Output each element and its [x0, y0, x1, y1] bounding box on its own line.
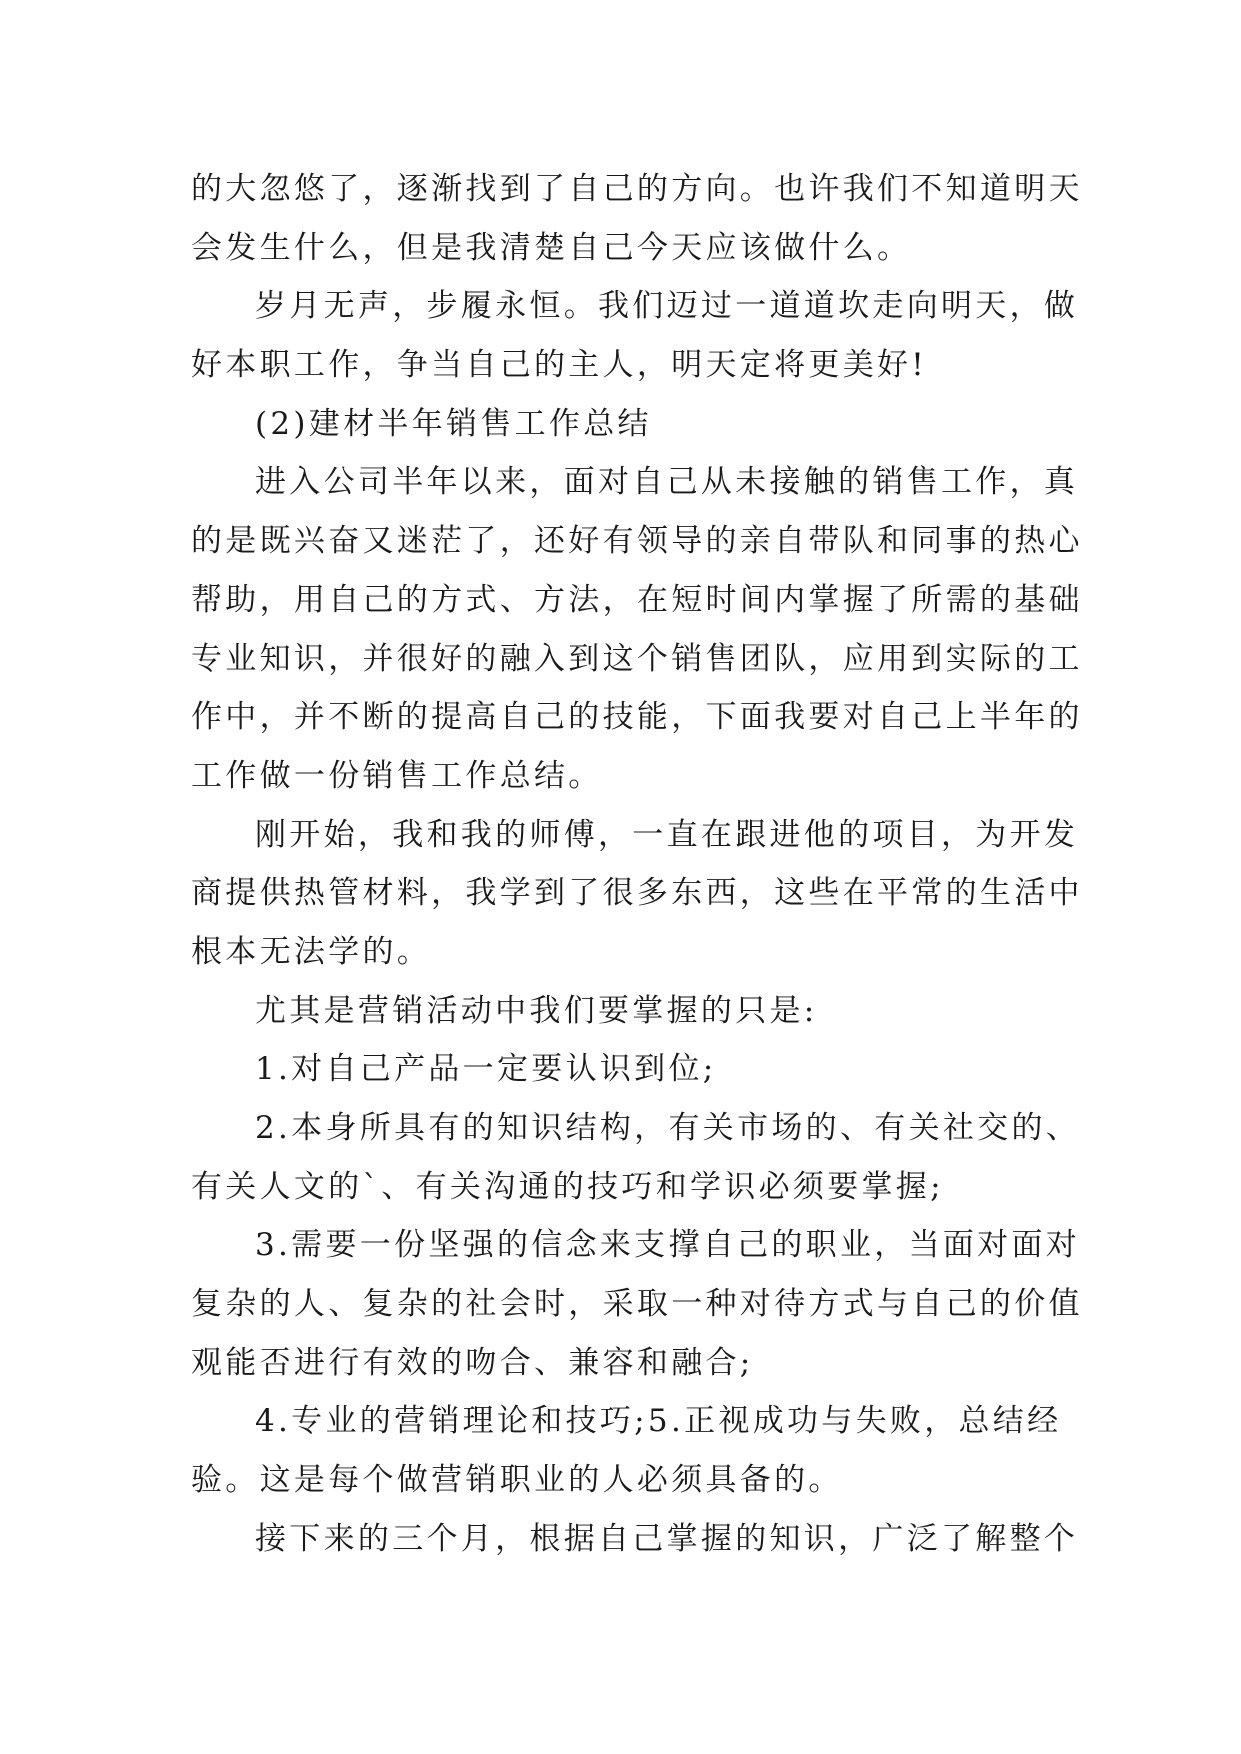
list-item: 4.专业的营销理论和技巧;5.正视成功与失败，总结经	[255, 1403, 1062, 1440]
list-item: 3.需要一份坚强的信念来支撑自己的职业，当面对面对	[255, 1227, 1081, 1264]
text-line: 根本无法学的。	[191, 933, 432, 970]
text-line: 观能否进行有效的吻合、兼容和融合;	[191, 1344, 754, 1381]
text-line: 岁月无声，步履永恒。我们迈过一道道坎走向明天，做	[255, 288, 1079, 325]
document-body	[191, 160, 1083, 1569]
text-line: 专业知识，并很好的融入到这个销售团队，应用到实际的工	[191, 640, 1083, 677]
text-line: 工作做一份销售工作总结。	[191, 757, 603, 794]
text-line: 商提供热管材料，我学到了很多东西，这些在平常的生活中	[191, 875, 1083, 912]
text-line: 复杂的人、复杂的社会时，采取一种对待方式与自己的价值	[191, 1286, 1083, 1323]
text-line: 进入公司半年以来，面对自己从未接触的销售工作，真	[255, 464, 1079, 501]
section-heading: (2)建材半年销售工作总结	[255, 405, 652, 442]
list-item: 2.本身所具有的知识结构，有关市场的、有关社交的、	[255, 1110, 1081, 1146]
text-line: 的大忽悠了，逐渐找到了自己的方向。也许我们不知道明天	[191, 171, 1083, 207]
text-line: 帮助，用自己的方式、方法，在短时间内掌握了所需的基础	[191, 581, 1083, 618]
list-item: 1.对自己产品一定要认识到位;	[255, 1051, 717, 1088]
text-line: 好本职工作，争当自己的主人，明天定将更美好!	[191, 347, 928, 384]
text-line: 接下来的三个月，根据自己掌握的知识，广泛了解整个	[255, 1520, 1079, 1557]
text-line: 有关人文的`、有关沟通的技巧和学识必须要掌握;	[191, 1168, 944, 1205]
text-line: 作中，并不断的提高自己的技能，下面我要对自己上半年的	[191, 699, 1083, 736]
text-line: 尤其是营销活动中我们要掌握的只是:	[255, 992, 818, 1029]
text-line: 验。这是每个做营销职业的人必须具备的。	[191, 1462, 843, 1499]
text-line: 刚开始，我和我的师傅，一直在跟进他的项目，为开发	[255, 816, 1079, 853]
text-line: 会发生什么，但是我清楚自己今天应该做什么。	[191, 229, 912, 266]
text-line: 的是既兴奋又迷茫了，还好有领导的亲自带队和同事的热心	[191, 523, 1083, 560]
